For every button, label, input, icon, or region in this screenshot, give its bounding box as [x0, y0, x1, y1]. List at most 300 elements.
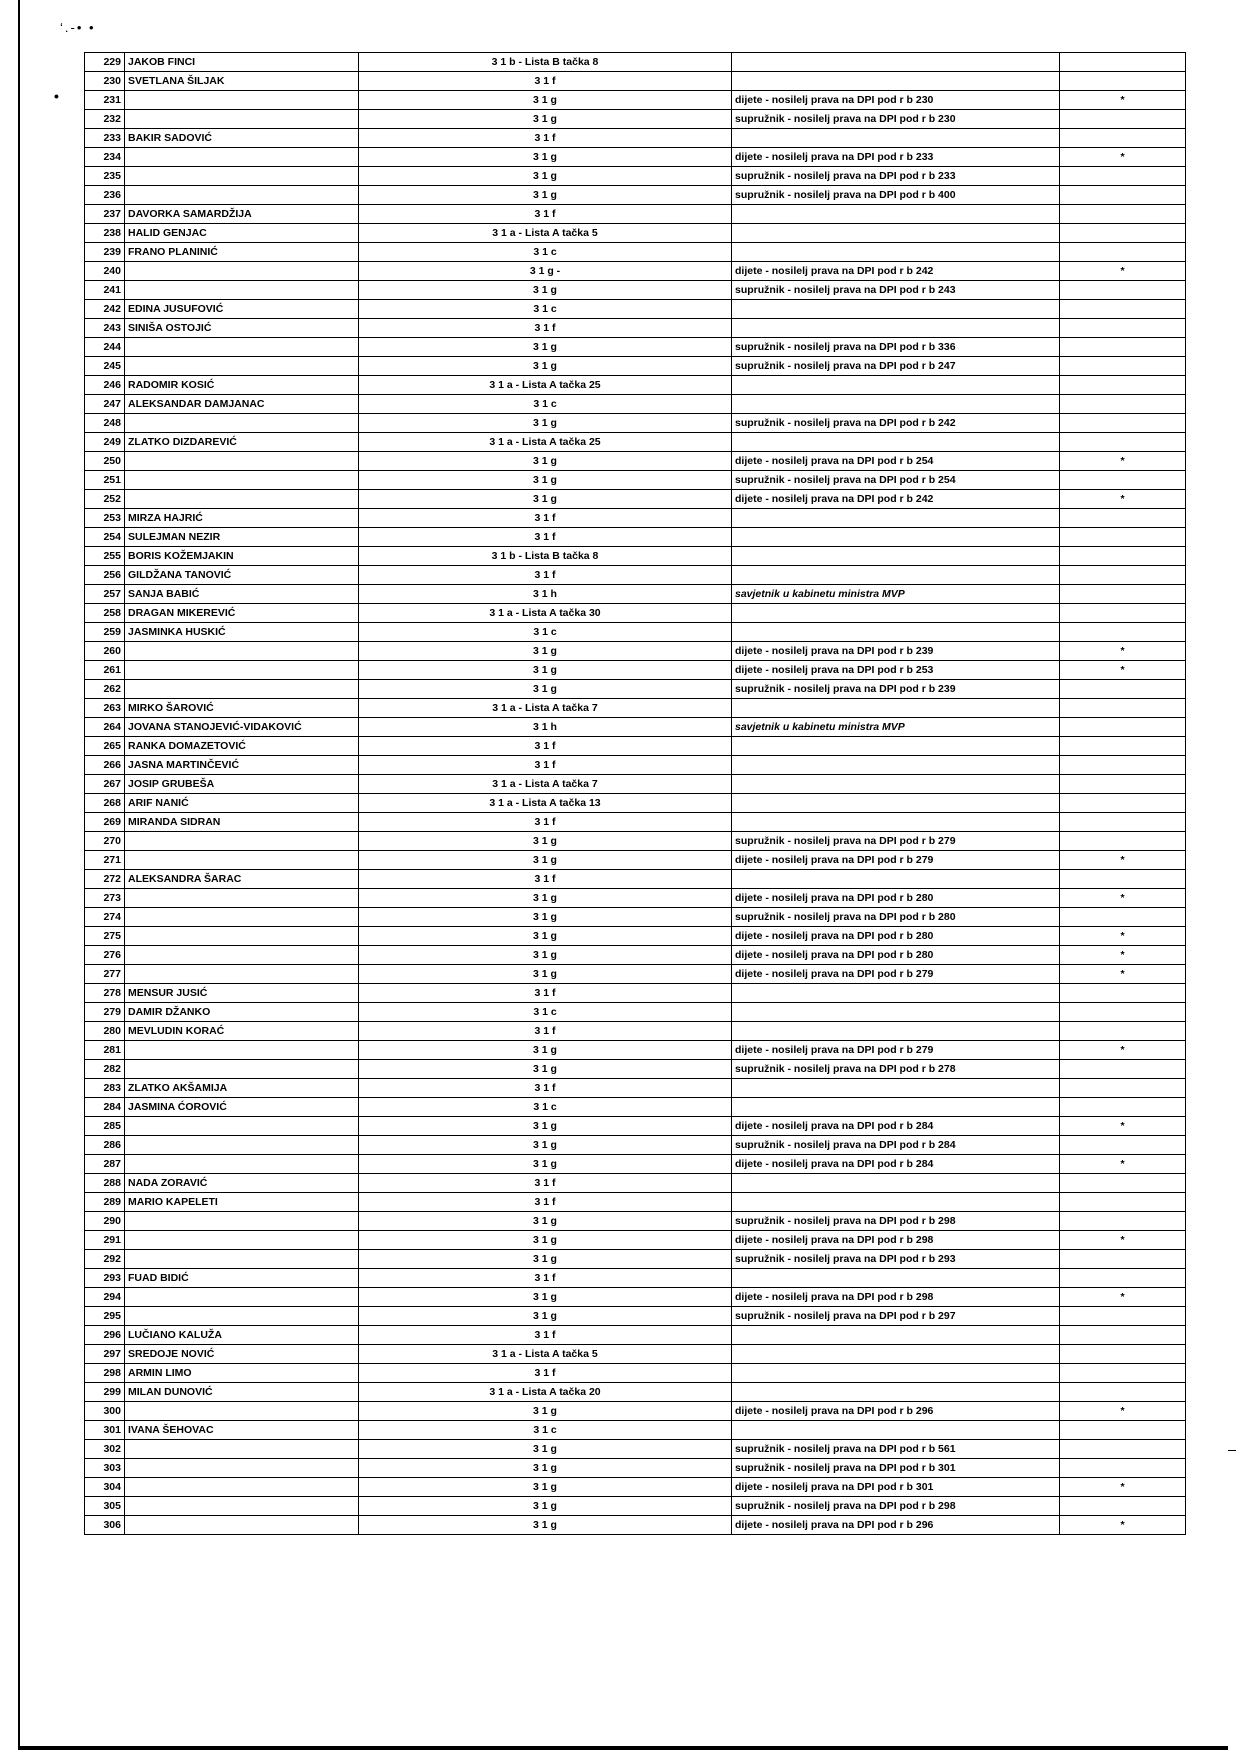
relation-note: dijete - nosilelj prava na DPI pod r b 296 — [732, 1402, 1060, 1421]
asterisk-mark — [1060, 718, 1186, 737]
person-name: ARIF NANIĆ — [125, 794, 359, 813]
table-body — [85, 53, 1186, 1535]
relation-note — [732, 433, 1060, 452]
table-row — [85, 1079, 1186, 1098]
table-row — [85, 452, 1186, 471]
person-name: SREDOJE NOVIĆ — [125, 1345, 359, 1364]
row-number: 276 — [85, 946, 125, 965]
legal-basis: 3 1 g — [359, 661, 732, 680]
relation-note — [732, 984, 1060, 1003]
relation-note — [732, 1079, 1060, 1098]
row-number: 287 — [85, 1155, 125, 1174]
table-row — [85, 1022, 1186, 1041]
legal-basis: 3 1 h — [359, 718, 732, 737]
relation-note — [732, 376, 1060, 395]
row-number: 252 — [85, 490, 125, 509]
table-row — [85, 889, 1186, 908]
table-row — [85, 604, 1186, 623]
relation-note: supružnik - nosilelj prava na DPI pod r b 247 — [732, 357, 1060, 376]
relation-note — [732, 547, 1060, 566]
person-name — [125, 851, 359, 870]
legal-basis: 3 1 g — [359, 1041, 732, 1060]
row-number: 230 — [85, 72, 125, 91]
table-row — [85, 1497, 1186, 1516]
asterisk-mark: * — [1060, 946, 1186, 965]
asterisk-mark: * — [1060, 452, 1186, 471]
person-name: JASMINKA HUSKIĆ — [125, 623, 359, 642]
table-row — [85, 338, 1186, 357]
table-row — [85, 1250, 1186, 1269]
person-name — [125, 1136, 359, 1155]
row-number: 297 — [85, 1345, 125, 1364]
table-row — [85, 148, 1186, 167]
table-row — [85, 946, 1186, 965]
row-number: 242 — [85, 300, 125, 319]
person-name: MILAN DUNOVIĆ — [125, 1383, 359, 1402]
relation-note: supružnik - nosilelj prava na DPI pod r b 284 — [732, 1136, 1060, 1155]
table-row — [85, 1326, 1186, 1345]
person-name — [125, 1212, 359, 1231]
legal-basis: 3 1 g — [359, 357, 732, 376]
page-border-left — [18, 0, 24, 1748]
person-name — [125, 1478, 359, 1497]
legal-basis: 3 1 g — [359, 1231, 732, 1250]
relation-note: supružnik - nosilelj prava na DPI pod r b 297 — [732, 1307, 1060, 1326]
person-name: RANKA DOMAZETOVIĆ — [125, 737, 359, 756]
asterisk-mark — [1060, 1003, 1186, 1022]
table-row — [85, 642, 1186, 661]
relation-note: supružnik - nosilelj prava na DPI pod r b 400 — [732, 186, 1060, 205]
person-name: SINIŠA OSTOJIĆ — [125, 319, 359, 338]
relation-note: supružnik - nosilelj prava na DPI pod r b 279 — [732, 832, 1060, 851]
legal-basis: 3 1 a - Lista A tačka 13 — [359, 794, 732, 813]
person-name: SANJA BABIĆ — [125, 585, 359, 604]
relation-note — [732, 756, 1060, 775]
person-name — [125, 91, 359, 110]
legal-basis: 3 1 f — [359, 205, 732, 224]
relation-note: dijete - nosilelj prava na DPI pod r b 298 — [732, 1231, 1060, 1250]
person-name: DRAGAN MIKEREVIĆ — [125, 604, 359, 623]
person-name: MARIO KAPELETI — [125, 1193, 359, 1212]
asterisk-mark — [1060, 414, 1186, 433]
row-number: 281 — [85, 1041, 125, 1060]
table-row — [85, 110, 1186, 129]
person-name — [125, 1402, 359, 1421]
asterisk-mark — [1060, 395, 1186, 414]
relation-note: supružnik - nosilelj prava na DPI pod r b 233 — [732, 167, 1060, 186]
legal-basis: 3 1 f — [359, 509, 732, 528]
table-row — [85, 1364, 1186, 1383]
table-row — [85, 832, 1186, 851]
relation-note: supružnik - nosilelj prava na DPI pod r b 301 — [732, 1459, 1060, 1478]
table-row — [85, 471, 1186, 490]
legal-basis: 3 1 a - Lista A tačka 7 — [359, 699, 732, 718]
legal-basis: 3 1 f — [359, 72, 732, 91]
asterisk-mark — [1060, 1383, 1186, 1402]
person-name: MIRZA HAJRIĆ — [125, 509, 359, 528]
legal-basis: 3 1 g — [359, 1060, 732, 1079]
asterisk-mark: * — [1060, 642, 1186, 661]
asterisk-mark — [1060, 870, 1186, 889]
row-number: 243 — [85, 319, 125, 338]
legal-basis: 3 1 g — [359, 148, 732, 167]
legal-basis: 3 1 g — [359, 490, 732, 509]
person-name: NADA ZORAVIĆ — [125, 1174, 359, 1193]
page-edge-tick — [1228, 1450, 1236, 1451]
person-name: RADOMIR KOSIĆ — [125, 376, 359, 395]
asterisk-mark — [1060, 376, 1186, 395]
table-row — [85, 1269, 1186, 1288]
legal-basis: 3 1 g — [359, 946, 732, 965]
relation-note — [732, 1421, 1060, 1440]
legal-basis: 3 1 c — [359, 1003, 732, 1022]
asterisk-mark — [1060, 1136, 1186, 1155]
person-name — [125, 927, 359, 946]
table-row — [85, 53, 1186, 72]
legal-basis: 3 1 g — [359, 851, 732, 870]
table-row — [85, 718, 1186, 737]
asterisk-mark: * — [1060, 661, 1186, 680]
person-name: MEVLUDIN KORAĆ — [125, 1022, 359, 1041]
asterisk-mark — [1060, 1174, 1186, 1193]
person-name — [125, 1155, 359, 1174]
relation-note: savjetnik u kabinetu ministra MVP — [732, 585, 1060, 604]
person-name — [125, 338, 359, 357]
relation-note — [732, 300, 1060, 319]
relation-note: dijete - nosilelj prava na DPI pod r b 254 — [732, 452, 1060, 471]
table-row — [85, 395, 1186, 414]
row-number: 295 — [85, 1307, 125, 1326]
relation-note — [732, 395, 1060, 414]
legal-basis: 3 1 f — [359, 1326, 732, 1345]
legal-basis: 3 1 g — [359, 110, 732, 129]
relation-note: supružnik - nosilelj prava na DPI pod r b 254 — [732, 471, 1060, 490]
asterisk-mark — [1060, 908, 1186, 927]
row-number: 293 — [85, 1269, 125, 1288]
legal-basis: 3 1 f — [359, 756, 732, 775]
table-row — [85, 1516, 1186, 1535]
legal-basis: 3 1 f — [359, 984, 732, 1003]
person-name — [125, 1307, 359, 1326]
table-row — [85, 224, 1186, 243]
row-number: 285 — [85, 1117, 125, 1136]
table-row — [85, 1478, 1186, 1497]
table-row — [85, 1421, 1186, 1440]
table-row — [85, 1307, 1186, 1326]
asterisk-mark — [1060, 129, 1186, 148]
asterisk-mark — [1060, 281, 1186, 300]
legal-basis: 3 1 a - Lista A tačka 25 — [359, 433, 732, 452]
relation-note: savjetnik u kabinetu ministra MVP — [732, 718, 1060, 737]
relation-note: supružnik - nosilelj prava na DPI pod r b 278 — [732, 1060, 1060, 1079]
asterisk-mark: * — [1060, 965, 1186, 984]
table-row — [85, 281, 1186, 300]
row-number: 279 — [85, 1003, 125, 1022]
legal-basis: 3 1 g — [359, 1212, 732, 1231]
person-name: SULEJMAN NEZIR — [125, 528, 359, 547]
asterisk-mark — [1060, 1193, 1186, 1212]
row-number: 292 — [85, 1250, 125, 1269]
row-number: 263 — [85, 699, 125, 718]
row-number: 265 — [85, 737, 125, 756]
legal-basis: 3 1 g — [359, 91, 732, 110]
asterisk-mark: * — [1060, 851, 1186, 870]
asterisk-mark: * — [1060, 1516, 1186, 1535]
legal-basis: 3 1 g — [359, 1497, 732, 1516]
person-name: ARMIN LIMO — [125, 1364, 359, 1383]
row-number: 245 — [85, 357, 125, 376]
table-row — [85, 1098, 1186, 1117]
person-name — [125, 1231, 359, 1250]
table-row — [85, 1383, 1186, 1402]
row-number: 305 — [85, 1497, 125, 1516]
row-number: 241 — [85, 281, 125, 300]
relation-note — [732, 1193, 1060, 1212]
legal-basis: 3 1 h — [359, 585, 732, 604]
legal-basis: 3 1 g — [359, 1136, 732, 1155]
asterisk-mark — [1060, 53, 1186, 72]
legal-basis: 3 1 f — [359, 319, 732, 338]
relation-note — [732, 1022, 1060, 1041]
row-number: 301 — [85, 1421, 125, 1440]
relation-note — [732, 1326, 1060, 1345]
asterisk-mark — [1060, 1079, 1186, 1098]
relation-note — [732, 813, 1060, 832]
asterisk-mark: * — [1060, 490, 1186, 509]
relation-note — [732, 509, 1060, 528]
row-number: 280 — [85, 1022, 125, 1041]
table-row — [85, 547, 1186, 566]
legal-basis: 3 1 g — [359, 908, 732, 927]
person-name: ZLATKO AKŠAMIJA — [125, 1079, 359, 1098]
legal-basis: 3 1 f — [359, 1022, 732, 1041]
row-number: 271 — [85, 851, 125, 870]
relation-note: dijete - nosilelj prava na DPI pod r b 301 — [732, 1478, 1060, 1497]
asterisk-mark — [1060, 243, 1186, 262]
relation-note — [732, 566, 1060, 585]
person-name — [125, 1288, 359, 1307]
relation-note: dijete - nosilelj prava na DPI pod r b 230 — [732, 91, 1060, 110]
table-row — [85, 205, 1186, 224]
asterisk-mark — [1060, 1497, 1186, 1516]
person-name: MIRKO ŠAROVIĆ — [125, 699, 359, 718]
person-name: FRANO PLANINIĆ — [125, 243, 359, 262]
asterisk-mark — [1060, 794, 1186, 813]
person-name — [125, 167, 359, 186]
person-name — [125, 1497, 359, 1516]
asterisk-mark — [1060, 1459, 1186, 1478]
table-row — [85, 965, 1186, 984]
person-name: DAVORKA SAMARDŽIJA — [125, 205, 359, 224]
row-number: 268 — [85, 794, 125, 813]
relation-note — [732, 129, 1060, 148]
row-number: 239 — [85, 243, 125, 262]
relation-note — [732, 604, 1060, 623]
table-row — [85, 1212, 1186, 1231]
row-number: 304 — [85, 1478, 125, 1497]
legal-basis: 3 1 b - Lista B tačka 8 — [359, 547, 732, 566]
asterisk-mark — [1060, 224, 1186, 243]
asterisk-mark — [1060, 547, 1186, 566]
person-name — [125, 908, 359, 927]
table-row — [85, 585, 1186, 604]
relation-note — [732, 53, 1060, 72]
legal-basis: 3 1 f — [359, 1269, 732, 1288]
table-row — [85, 357, 1186, 376]
asterisk-mark — [1060, 357, 1186, 376]
page-border-bottom — [18, 1742, 1228, 1750]
person-name: ALEKSANDAR DAMJANAC — [125, 395, 359, 414]
row-number: 267 — [85, 775, 125, 794]
row-number: 250 — [85, 452, 125, 471]
row-number: 236 — [85, 186, 125, 205]
legal-basis: 3 1 g — [359, 680, 732, 699]
row-number: 244 — [85, 338, 125, 357]
person-name: LUČIANO KALUŽA — [125, 1326, 359, 1345]
asterisk-mark — [1060, 1364, 1186, 1383]
row-number: 272 — [85, 870, 125, 889]
person-name — [125, 490, 359, 509]
asterisk-mark — [1060, 737, 1186, 756]
table-row — [85, 927, 1186, 946]
table-row — [85, 1440, 1186, 1459]
legal-basis: 3 1 g — [359, 832, 732, 851]
asterisk-mark — [1060, 528, 1186, 547]
person-name — [125, 1250, 359, 1269]
row-number: 259 — [85, 623, 125, 642]
legal-basis: 3 1 g — [359, 1478, 732, 1497]
row-number: 294 — [85, 1288, 125, 1307]
legal-basis: 3 1 g — [359, 338, 732, 357]
table-row — [85, 623, 1186, 642]
person-name — [125, 357, 359, 376]
relation-note — [732, 737, 1060, 756]
row-number: 289 — [85, 1193, 125, 1212]
asterisk-mark — [1060, 509, 1186, 528]
asterisk-mark — [1060, 604, 1186, 623]
asterisk-mark — [1060, 1307, 1186, 1326]
person-name: BORIS KOŽEMJAKIN — [125, 547, 359, 566]
legal-basis: 3 1 a - Lista A tačka 20 — [359, 1383, 732, 1402]
legal-basis: 3 1 f — [359, 813, 732, 832]
legal-basis: 3 1 g — [359, 1250, 732, 1269]
table-row — [85, 243, 1186, 262]
asterisk-mark — [1060, 1250, 1186, 1269]
row-number: 275 — [85, 927, 125, 946]
legal-basis: 3 1 c — [359, 1421, 732, 1440]
relation-note: supružnik - nosilelj prava na DPI pod r b 293 — [732, 1250, 1060, 1269]
legal-basis: 3 1 f — [359, 737, 732, 756]
legal-basis: 3 1 g — [359, 1440, 732, 1459]
row-number: 234 — [85, 148, 125, 167]
table-row — [85, 984, 1186, 1003]
asterisk-mark — [1060, 186, 1186, 205]
asterisk-mark — [1060, 1022, 1186, 1041]
table-row — [85, 851, 1186, 870]
row-number: 256 — [85, 566, 125, 585]
table-row — [85, 908, 1186, 927]
asterisk-mark — [1060, 433, 1186, 452]
person-name — [125, 148, 359, 167]
legal-basis: 3 1 g — [359, 1117, 732, 1136]
diplomatic-passport-register-table — [84, 52, 1186, 1535]
table-row — [85, 1231, 1186, 1250]
asterisk-mark: * — [1060, 262, 1186, 281]
legal-basis: 3 1 a - Lista A tačka 25 — [359, 376, 732, 395]
asterisk-mark — [1060, 72, 1186, 91]
relation-note — [732, 775, 1060, 794]
person-name: JASNA MARTINČEVIĆ — [125, 756, 359, 775]
person-name: JAKOB FINCI — [125, 53, 359, 72]
relation-note — [732, 1364, 1060, 1383]
relation-note: dijete - nosilelj prava na DPI pod r b 253 — [732, 661, 1060, 680]
person-name — [125, 965, 359, 984]
relation-note: supružnik - nosilelj prava na DPI pod r b 336 — [732, 338, 1060, 357]
row-number: 290 — [85, 1212, 125, 1231]
row-number: 298 — [85, 1364, 125, 1383]
legal-basis: 3 1 g — [359, 414, 732, 433]
table-row — [85, 699, 1186, 718]
person-name — [125, 661, 359, 680]
row-number: 302 — [85, 1440, 125, 1459]
relation-note: dijete - nosilelj prava na DPI pod r b 242 — [732, 490, 1060, 509]
legal-basis: 3 1 g — [359, 281, 732, 300]
legal-basis: 3 1 f — [359, 129, 732, 148]
row-number: 286 — [85, 1136, 125, 1155]
table-row — [85, 1193, 1186, 1212]
relation-note — [732, 699, 1060, 718]
relation-note — [732, 72, 1060, 91]
relation-note — [732, 319, 1060, 338]
table-row — [85, 870, 1186, 889]
asterisk-mark — [1060, 338, 1186, 357]
asterisk-mark: * — [1060, 889, 1186, 908]
asterisk-mark — [1060, 1421, 1186, 1440]
row-number: 296 — [85, 1326, 125, 1345]
asterisk-mark: * — [1060, 927, 1186, 946]
person-name: IVANA ŠEHOVAC — [125, 1421, 359, 1440]
row-number: 270 — [85, 832, 125, 851]
row-number: 229 — [85, 53, 125, 72]
table-row — [85, 1459, 1186, 1478]
relation-note — [732, 1174, 1060, 1193]
legal-basis: 3 1 g — [359, 167, 732, 186]
asterisk-mark: * — [1060, 1155, 1186, 1174]
table-row — [85, 1174, 1186, 1193]
person-name — [125, 1516, 359, 1535]
relation-note: dijete - nosilelj prava na DPI pod r b 284 — [732, 1155, 1060, 1174]
table-row — [85, 1060, 1186, 1079]
asterisk-mark — [1060, 1345, 1186, 1364]
row-number: 248 — [85, 414, 125, 433]
asterisk-mark — [1060, 813, 1186, 832]
asterisk-mark: * — [1060, 1402, 1186, 1421]
table-row — [85, 737, 1186, 756]
table-row — [85, 167, 1186, 186]
asterisk-mark — [1060, 167, 1186, 186]
relation-note — [732, 205, 1060, 224]
legal-basis: 3 1 a - Lista A tačka 5 — [359, 1345, 732, 1364]
person-name — [125, 889, 359, 908]
row-number: 306 — [85, 1516, 125, 1535]
table-row — [85, 1155, 1186, 1174]
relation-note: supružnik - nosilelj prava na DPI pod r b 280 — [732, 908, 1060, 927]
row-number: 257 — [85, 585, 125, 604]
row-number: 269 — [85, 813, 125, 832]
table-row — [85, 1041, 1186, 1060]
person-name — [125, 680, 359, 699]
table-row — [85, 262, 1186, 281]
